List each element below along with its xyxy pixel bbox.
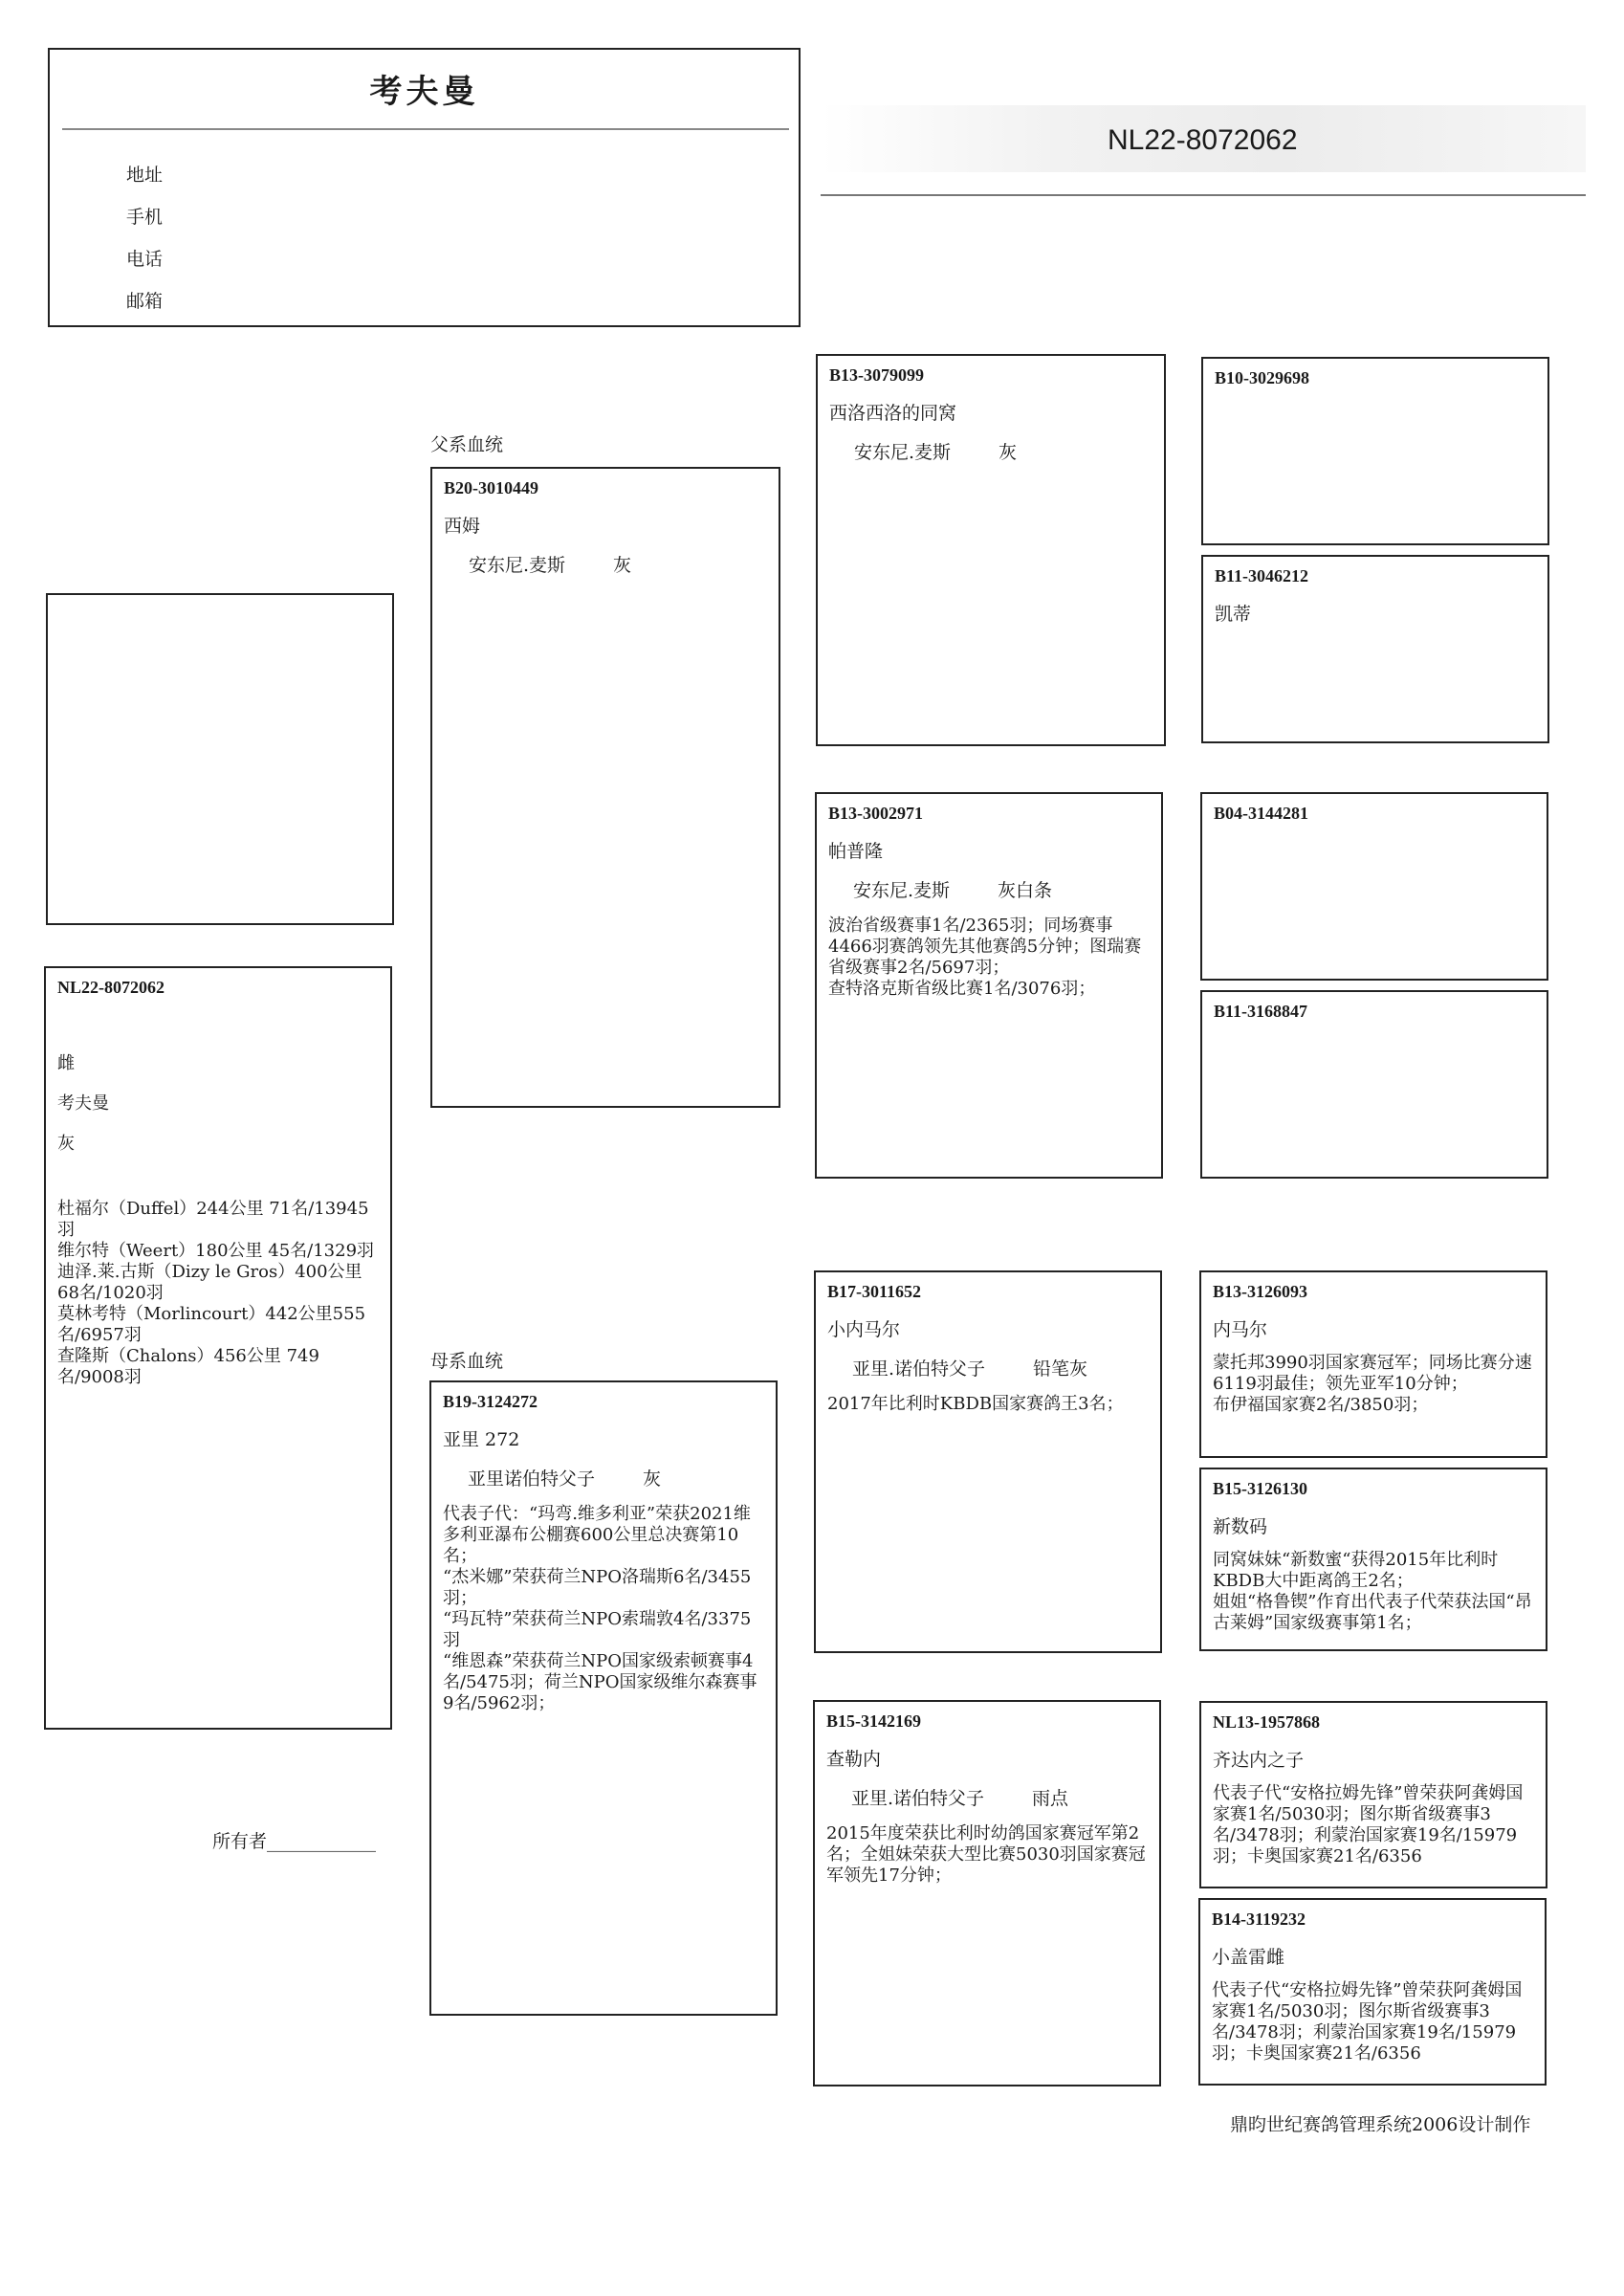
header-ring-number: NL22-8072062 (1108, 124, 1298, 156)
grandparent-card (814, 1270, 1162, 1653)
great-grandparent-notes: 蒙托邦3990羽国家赛冠军；同场比赛分速6119羽最佳；领先亚军10分钟； 布伊福国家赛2名/3850羽； (1213, 1353, 1532, 1415)
grandparent-breeder: 亚里.诺伯特父子 (852, 1358, 986, 1380)
subject-results: 杜福尔（Duffel）244公里 71名/13945羽 维尔特（Weert）180公里 45名/1329羽 迪泽.莱.古斯（Dizy le Gros）400公里 68名/1020羽 莫林考特（Morlincourt）442公里555名/6957羽 查隆斯（Chalons）456公里 749名/9008羽 (57, 1199, 375, 1387)
grandparent-breeder-row (828, 876, 1150, 902)
great-grandparent-card (1199, 1468, 1547, 1651)
great-grandparent-name: 新数码 (1213, 1516, 1268, 1537)
email-label: 邮箱 (126, 291, 164, 312)
great-grandparent-ring: B15-3126130 (1213, 1479, 1307, 1498)
subject-card (44, 966, 392, 1730)
grandparent-ring: B15-3142169 (826, 1711, 921, 1731)
great-grandparent-ring: NL13-1957868 (1213, 1712, 1320, 1732)
sire-breeder-row (444, 551, 767, 577)
great-grandparent-card (1201, 555, 1549, 743)
dam-breeder: 亚里诺伯特父子 (468, 1468, 596, 1490)
great-grandparent-ring: B13-3126093 (1213, 1282, 1307, 1301)
phone-label: 电话 (126, 249, 164, 270)
subject-color: 灰 (57, 1134, 75, 1154)
dam-notes: 代表子代：“玛弯.维多利亚”荣获2021维多利亚瀑布公棚赛600公里总决赛第10名； “杰米娜”荣获荷兰NPO洛瑞斯6名/3455羽； “玛瓦特”荣获荷兰NPO索瑞敦4名/3375羽 “维恩森”荣获荷兰NPO国家级索顿赛事4名/5475羽；荷兰NPO国家级维尔森赛事9名/5962羽； (443, 1504, 757, 1713)
grandparent-breeder: 安东尼.麦斯 (853, 880, 951, 901)
owner-name: 考夫曼 (369, 73, 479, 111)
sire-card (430, 467, 780, 1108)
grandparent-breeder: 亚里.诺伯特父子 (851, 1788, 985, 1809)
great-grandparent-card (1200, 990, 1548, 1179)
owner-divider (62, 128, 789, 130)
grandparent-card (815, 792, 1163, 1179)
great-grandparent-notes: 同窝妹妹“新数蜜“获得2015年比利时KBDB大中距离鸽王2名； 姐姐“格鲁锲”作育出代表子代荣获法国“昂古莱姆”国家级赛事第1名； (1213, 1550, 1532, 1633)
mobile-label: 手机 (126, 207, 164, 228)
dam-breeder-row (443, 1465, 764, 1490)
grandparent-breeder-row (827, 1355, 1149, 1380)
grandparent-color: 雨点 (1032, 1788, 1069, 1809)
grandparent-card (813, 1700, 1161, 2086)
sire-breeder: 安东尼.麦斯 (469, 555, 566, 576)
subject-owner: 考夫曼 (57, 1093, 109, 1114)
grandparent-card (816, 354, 1166, 746)
great-grandparent-ring: B11-3168847 (1214, 1002, 1308, 1021)
dam-name: 亚里 272 (443, 1429, 520, 1450)
great-grandparent-name: 内马尔 (1213, 1319, 1268, 1340)
grandparent-breeder-row (829, 438, 1152, 464)
grandparent-notes: 2015年度荣获比利时幼鸽国家赛冠军第2名；全姐妹荣获大型比赛5030羽国家赛冠军领先17分钟； (826, 1823, 1146, 1886)
dam-line-label: 母系血统 (430, 1351, 504, 1372)
great-grandparent-ring: B10-3029698 (1215, 368, 1309, 387)
great-grandparent-card (1198, 1898, 1547, 2086)
grandparent-notes: 波治省级赛事1名/2365羽；同场赛事4466羽赛鸽领先其他赛鸽5分钟；图瑞赛省级赛事2名/5697羽； 查特洛克斯省级比赛1名/3076羽； (828, 916, 1142, 999)
great-grandparent-ring: B11-3046212 (1215, 566, 1309, 585)
grandparent-breeder: 安东尼.麦斯 (854, 442, 952, 463)
great-grandparent-notes: 代表子代“安格拉姆先锋”曾荣获阿龚姆国家赛1名/5030羽；图尔斯省级赛事3名/3478羽；利蒙治国家赛19名/15979羽；卡奥国家赛21名/6356 (1213, 1783, 1524, 1866)
sire-line-label: 父系血统 (430, 434, 504, 455)
footer-credit: 鼎昀世纪赛鸽管理系统2006设计制作 (1230, 2114, 1531, 2135)
owner-card (48, 48, 801, 327)
great-grandparent-notes: 代表子代“安格拉姆先锋”曾荣获阿龚姆国家赛1名/5030羽；图尔斯省级赛事3名/3478羽；利蒙治国家赛19名/15979羽；卡奥国家赛21名/6356 (1212, 1980, 1523, 2064)
great-grandparent-ring: B04-3144281 (1214, 804, 1308, 823)
great-grandparent-card (1199, 1701, 1547, 1888)
grandparent-color: 灰 (999, 442, 1018, 463)
grandparent-name: 帕普隆 (828, 841, 884, 862)
address-label: 地址 (126, 165, 164, 186)
grandparent-ring: B13-3002971 (828, 804, 923, 823)
sire-name: 西姆 (444, 516, 481, 537)
sire-color: 灰 (613, 555, 632, 576)
great-grandparent-name: 齐达内之子 (1213, 1750, 1305, 1771)
grandparent-breeder-row (826, 1784, 1148, 1810)
grandparent-name: 查勒内 (826, 1749, 882, 1770)
grandparent-color: 灰白条 (998, 880, 1053, 901)
photo-box (46, 593, 394, 925)
great-grandparent-name: 小盖雷雌 (1212, 1947, 1285, 1968)
grandparent-color: 铅笔灰 (1033, 1358, 1088, 1380)
dam-card (429, 1380, 778, 2016)
owner-signature: 所有者____________ (212, 1831, 377, 1852)
dam-color: 灰 (643, 1468, 662, 1490)
great-grandparent-card (1199, 1270, 1547, 1458)
sire-ring: B20-3010449 (444, 478, 538, 497)
great-grandparent-ring: B14-3119232 (1212, 1910, 1306, 1929)
grandparent-ring: B17-3011652 (827, 1282, 922, 1301)
great-grandparent-name: 凯蒂 (1215, 604, 1252, 625)
grandparent-name: 西洛西洛的同窝 (829, 403, 957, 424)
grandparent-notes: 2017年比利时KBDB国家赛鸽王3名； (827, 1394, 1124, 1414)
grandparent-ring: B13-3079099 (829, 365, 924, 385)
great-grandparent-card (1200, 792, 1548, 981)
great-grandparent-card (1201, 357, 1549, 545)
subject-sex: 雌 (57, 1053, 75, 1073)
subject-ring: NL22-8072062 (57, 978, 165, 997)
grandparent-name: 小内马尔 (827, 1319, 901, 1340)
dam-ring: B19-3124272 (443, 1392, 538, 1411)
header-ring-underline (821, 194, 1586, 196)
